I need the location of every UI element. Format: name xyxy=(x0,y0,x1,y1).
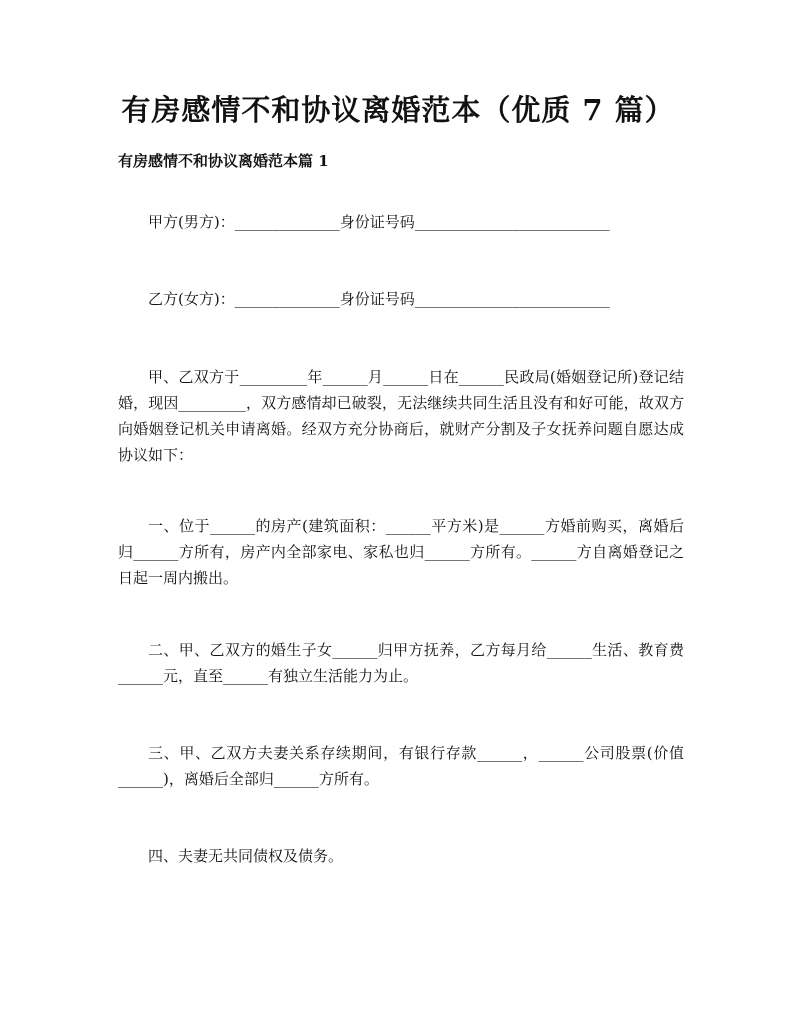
clause-2-paragraph: 二、甲、乙双方的婚生子女______归甲方抚养，乙方每月给______生活、教育费______元，直至______有独立生活能力为止。 xyxy=(118,641,684,685)
intro-paragraph: 甲、乙双方于_________年______月______日在______民政局(婚姻登记所)登记结婚，现因_________，双方感情却已破裂，无法继续共同生活且没有和好可能，故双方向婚姻登记机关申请离婚。经双方充分协商后，就财产分割及子女抚养问题自愿达成协议如下： xyxy=(118,368,684,464)
section-heading: 有房感情不和协议离婚范本篇 1 xyxy=(118,152,329,170)
document-title: 有房感情不和协议离婚范本（优质 7 篇） xyxy=(121,93,675,127)
party-a-line: 甲方(男方)：______________身份证号码__________________________ xyxy=(148,213,610,231)
clause-1-paragraph: 一、位于______的房产(建筑面积：______平方米)是______方婚前购买，离婚后归______方所有，房产内全部家电、家私也归______方所有。______方自离婚登记之日起一周内搬出。 xyxy=(118,517,684,587)
clause-4-paragraph: 四、夫妻无共同债权及债务。 xyxy=(148,847,344,865)
party-b-line: 乙方(女方)：______________身份证号码__________________________ xyxy=(148,290,610,308)
clause-3-paragraph: 三、甲、乙双方夫妻关系存续期间，有银行存款______，______公司股票(价值______)，离婚后全部归______方所有。 xyxy=(118,744,684,788)
